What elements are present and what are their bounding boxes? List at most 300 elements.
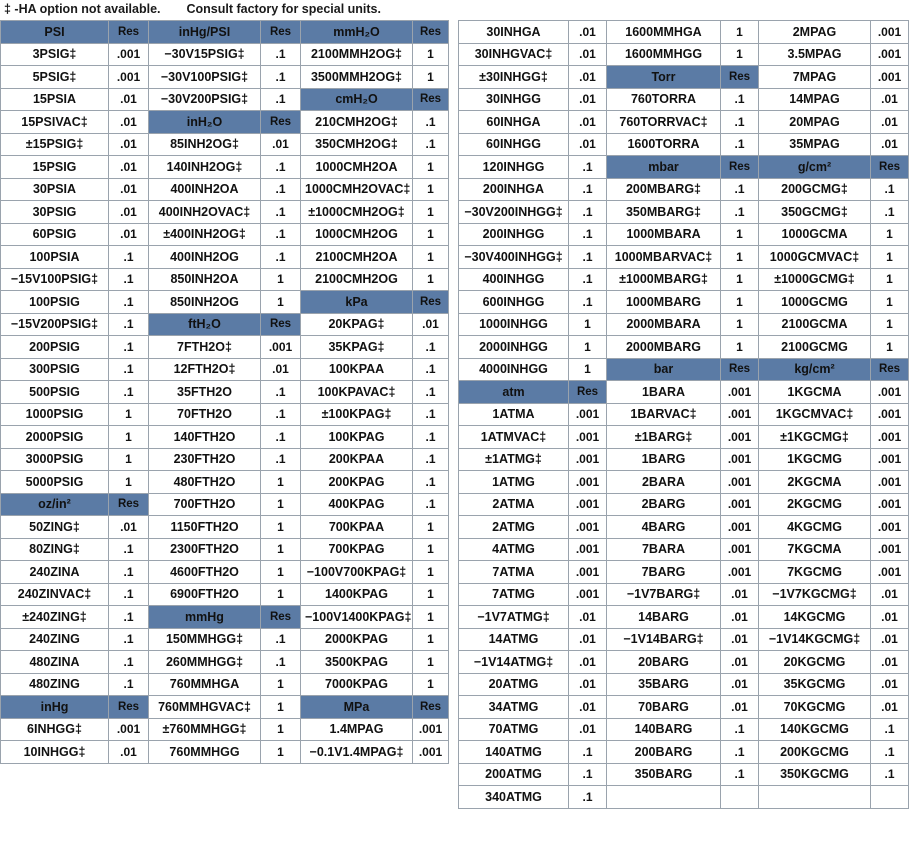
part-number-cell: 2ATMA — [459, 493, 569, 516]
table-row — [1, 426, 449, 449]
part-number-cell: 1000MBARG — [607, 291, 721, 314]
part-number-cell: 1BARG — [607, 448, 721, 471]
resolution-cell: .1 — [109, 606, 149, 629]
resolution-cell: 1 — [569, 313, 607, 336]
part-number-cell: 200MBARG‡ — [607, 178, 721, 201]
part-number-cell: 14BARG — [607, 606, 721, 629]
unit-group-header: g/cm² — [759, 156, 871, 179]
part-number-cell: −1V7BARG‡ — [607, 583, 721, 606]
table-row — [459, 741, 909, 764]
resolution-cell: .01 — [261, 358, 301, 381]
part-number-cell: 60INHGG — [459, 133, 569, 156]
resolution-cell: .1 — [569, 223, 607, 246]
resolution-cell: .1 — [721, 741, 759, 764]
resolution-cell: .1 — [569, 201, 607, 224]
resolution-cell: .001 — [721, 471, 759, 494]
part-number-cell: 12FTH2O‡ — [149, 358, 261, 381]
table-row — [459, 66, 909, 89]
part-number-cell: 700KPAA — [301, 516, 413, 539]
resolution-cell: .1 — [721, 718, 759, 741]
resolution-cell: .01 — [871, 583, 909, 606]
resolution-cell: .1 — [871, 741, 909, 764]
resolution-cell: .1 — [413, 471, 449, 494]
part-number-cell: 140INH2OG‡ — [149, 156, 261, 179]
part-number-cell: 2BARG — [607, 493, 721, 516]
table-row — [459, 156, 909, 179]
table-row — [459, 471, 909, 494]
part-number-cell: ±1KGCMG‡ — [759, 426, 871, 449]
part-number-cell: 1000GCMA — [759, 223, 871, 246]
resolution-header: Res — [721, 358, 759, 381]
part-number-cell: 85INH2OG‡ — [149, 133, 261, 156]
resolution-cell: .01 — [871, 111, 909, 134]
footnote-part2: Consult factory for special units. — [186, 2, 381, 16]
resolution-cell: 1 — [261, 538, 301, 561]
right-table-group — [458, 20, 908, 809]
part-number-cell: 35MPAG — [759, 133, 871, 156]
part-number-cell: 700KPAG — [301, 538, 413, 561]
resolution-cell: 1 — [413, 223, 449, 246]
part-number-cell: 7KGCMG — [759, 561, 871, 584]
resolution-cell: .1 — [261, 88, 301, 111]
resolution-cell: .001 — [871, 471, 909, 494]
resolution-cell: .1 — [261, 651, 301, 674]
resolution-header: Res — [413, 21, 449, 44]
table-row — [1, 43, 449, 66]
table-row — [459, 718, 909, 741]
part-number-cell: 210CMH2OG‡ — [301, 111, 413, 134]
part-number-cell: 2100MMH2OG‡ — [301, 43, 413, 66]
part-number-cell: 3500MMH2OG‡ — [301, 66, 413, 89]
part-number-cell: 20KGCMG — [759, 651, 871, 674]
table-row — [1, 358, 449, 381]
part-number-cell: ±1BARG‡ — [607, 426, 721, 449]
part-number-cell: 760MMHGG — [149, 741, 261, 764]
part-number-cell: 350CMH2OG‡ — [301, 133, 413, 156]
resolution-cell: .1 — [569, 268, 607, 291]
part-number-cell: 1.4MPAG — [301, 718, 413, 741]
resolution-cell: .1 — [871, 178, 909, 201]
table-row — [459, 516, 909, 539]
unit-group-header: inHg/PSI — [149, 21, 261, 44]
part-number-cell: −30V200INHGG‡ — [459, 201, 569, 224]
unit-group-header: Torr — [607, 66, 721, 89]
part-number-cell: 1000PSIG — [1, 403, 109, 426]
table-row — [1, 651, 449, 674]
resolution-cell: .001 — [871, 516, 909, 539]
part-number-cell: 200INHGG — [459, 223, 569, 246]
resolution-cell: .01 — [721, 651, 759, 674]
part-number-cell: 2100CMH2OG — [301, 268, 413, 291]
resolution-header: Res — [261, 313, 301, 336]
part-number-cell: −15V200PSIG‡ — [1, 313, 109, 336]
part-number-cell: 7MPAG — [759, 66, 871, 89]
part-number-cell: 2KGCMA — [759, 471, 871, 494]
resolution-cell: .1 — [109, 651, 149, 674]
resolution-cell: .01 — [109, 156, 149, 179]
resolution-cell: .1 — [109, 628, 149, 651]
table-row — [459, 696, 909, 719]
resolution-cell: .01 — [721, 696, 759, 719]
resolution-cell: .01 — [569, 696, 607, 719]
part-number-cell: 3PSIG‡ — [1, 43, 109, 66]
part-number-cell: 4000INHGG — [459, 358, 569, 381]
resolution-cell: 1 — [261, 471, 301, 494]
resolution-cell: .1 — [109, 313, 149, 336]
table-row — [459, 651, 909, 674]
resolution-header: Res — [109, 21, 149, 44]
table-row — [1, 741, 449, 764]
resolution-cell: 1 — [413, 538, 449, 561]
part-number-cell: 1000CMH2OG — [301, 223, 413, 246]
table-row — [459, 111, 909, 134]
part-number-cell: 350BARG — [607, 763, 721, 786]
part-number-cell: 14MPAG — [759, 88, 871, 111]
left-tables — [0, 20, 449, 764]
resolution-header: Res — [871, 358, 909, 381]
resolution-cell: .1 — [109, 246, 149, 269]
part-number-cell: −100V1400KPAG‡ — [301, 606, 413, 629]
resolution-cell: .1 — [413, 448, 449, 471]
resolution-cell: .1 — [569, 763, 607, 786]
resolution-cell: .1 — [413, 493, 449, 516]
part-number-cell: 7FTH2O‡ — [149, 336, 261, 359]
resolution-cell: .1 — [413, 358, 449, 381]
part-number-cell: 200KGCMG — [759, 741, 871, 764]
resolution-cell: .001 — [721, 516, 759, 539]
resolution-cell: .1 — [569, 786, 607, 809]
part-number-cell: 1KGCMA — [759, 381, 871, 404]
table-row — [459, 786, 909, 809]
resolution-cell: .001 — [871, 538, 909, 561]
resolution-cell: .001 — [569, 538, 607, 561]
footnote-part1: ‡ -HA option not available. — [4, 2, 161, 16]
part-number-cell: 7ATMG — [459, 583, 569, 606]
resolution-cell: .1 — [569, 156, 607, 179]
part-number-cell: 60PSIG — [1, 223, 109, 246]
part-number-cell: 850INH2OA — [149, 268, 261, 291]
table-row — [459, 291, 909, 314]
part-number-cell: 70ATMG — [459, 718, 569, 741]
resolution-cell: .1 — [721, 201, 759, 224]
part-number-cell: 2000PSIG — [1, 426, 109, 449]
part-number-cell: 1600MMHGA — [607, 21, 721, 44]
table-row — [1, 493, 449, 516]
resolution-cell: .001 — [871, 381, 909, 404]
unit-group-header: MPa — [301, 696, 413, 719]
resolution-cell: 1 — [871, 223, 909, 246]
resolution-cell: .1 — [261, 426, 301, 449]
part-number-cell: 200PSIG — [1, 336, 109, 359]
table-row — [1, 583, 449, 606]
part-number-cell: 4ATMG — [459, 538, 569, 561]
resolution-header: Res — [721, 156, 759, 179]
resolution-cell: .01 — [721, 583, 759, 606]
resolution-cell: .001 — [871, 426, 909, 449]
table-row — [1, 628, 449, 651]
unit-group-header: ftH₂O — [149, 313, 261, 336]
resolution-cell: .1 — [109, 268, 149, 291]
resolution-cell: .001 — [721, 538, 759, 561]
part-number-cell: 30INHGG — [459, 88, 569, 111]
resolution-cell: .1 — [261, 223, 301, 246]
part-number-cell: 3000PSIG — [1, 448, 109, 471]
part-number-cell: −1V14ATMG‡ — [459, 651, 569, 674]
resolution-cell: 1 — [721, 268, 759, 291]
part-number-cell: 600INHGG — [459, 291, 569, 314]
part-number-cell: 240ZINA — [1, 561, 109, 584]
resolution-cell: .01 — [871, 673, 909, 696]
part-number-cell: 70KGCMG — [759, 696, 871, 719]
resolution-cell: .1 — [109, 538, 149, 561]
resolution-cell: .01 — [569, 111, 607, 134]
table-row — [459, 268, 909, 291]
resolution-cell: .1 — [261, 43, 301, 66]
resolution-cell: .01 — [109, 201, 149, 224]
part-number-cell: 15PSIA — [1, 88, 109, 111]
resolution-cell: 1 — [413, 651, 449, 674]
table-row — [459, 561, 909, 584]
resolution-cell: .001 — [569, 561, 607, 584]
resolution-cell: .001 — [569, 516, 607, 539]
part-number-cell: 2300FTH2O — [149, 538, 261, 561]
resolution-cell: 1 — [721, 223, 759, 246]
part-number-cell: 1400KPAG — [301, 583, 413, 606]
part-number-cell: 140ATMG — [459, 741, 569, 764]
part-number-cell: 1BARVAC‡ — [607, 403, 721, 426]
table-row — [459, 763, 909, 786]
resolution-cell: 1 — [413, 583, 449, 606]
resolution-cell: 1 — [413, 66, 449, 89]
resolution-cell: 1 — [569, 358, 607, 381]
resolution-cell: .1 — [261, 448, 301, 471]
resolution-cell: .1 — [109, 358, 149, 381]
part-number-cell: 7BARA — [607, 538, 721, 561]
resolution-cell: .001 — [569, 403, 607, 426]
footnote-note — [0, 0, 918, 20]
part-number-cell: ±15PSIG‡ — [1, 133, 109, 156]
part-number-cell: 240ZING — [1, 628, 109, 651]
part-number-cell: 2BARA — [607, 471, 721, 494]
resolution-cell: .001 — [261, 336, 301, 359]
part-number-cell: 200INHGA — [459, 178, 569, 201]
table-row — [459, 538, 909, 561]
part-number-cell: 350MBARG‡ — [607, 201, 721, 224]
part-number-cell: 760TORRVAC‡ — [607, 111, 721, 134]
resolution-cell: .01 — [871, 606, 909, 629]
resolution-cell: .1 — [721, 88, 759, 111]
table-row — [1, 178, 449, 201]
resolution-cell: 1 — [413, 178, 449, 201]
part-number-cell: 5PSIG‡ — [1, 66, 109, 89]
unit-group-header: bar — [607, 358, 721, 381]
resolution-cell: .01 — [871, 628, 909, 651]
resolution-cell: .01 — [871, 133, 909, 156]
part-number-cell: 15PSIVAC‡ — [1, 111, 109, 134]
resolution-cell: 1 — [871, 336, 909, 359]
unit-group-header: cmH₂O — [301, 88, 413, 111]
resolution-cell: .001 — [109, 66, 149, 89]
resolution-cell: .01 — [569, 88, 607, 111]
part-number-cell: 200KPAG — [301, 471, 413, 494]
part-number-cell: 7ATMA — [459, 561, 569, 584]
table-row — [459, 201, 909, 224]
part-number-cell: 14ATMG — [459, 628, 569, 651]
resolution-cell: .001 — [721, 448, 759, 471]
part-number-cell: 5000PSIG — [1, 471, 109, 494]
part-number-cell: 230FTH2O — [149, 448, 261, 471]
resolution-cell: .1 — [261, 201, 301, 224]
part-number-cell: −100V700KPAG‡ — [301, 561, 413, 584]
resolution-cell: .1 — [569, 178, 607, 201]
resolution-cell: .001 — [871, 21, 909, 44]
left-table-group — [0, 20, 448, 764]
resolution-cell: .1 — [109, 673, 149, 696]
resolution-cell: .01 — [569, 21, 607, 44]
table-row — [459, 246, 909, 269]
part-number-cell: 1000MBARVAC‡ — [607, 246, 721, 269]
part-number-cell: 2000KPAG — [301, 628, 413, 651]
table-row — [1, 88, 449, 111]
resolution-cell: .001 — [871, 66, 909, 89]
part-number-cell: 1KGCMVAC‡ — [759, 403, 871, 426]
resolution-cell: .1 — [413, 336, 449, 359]
resolution-cell: .001 — [721, 426, 759, 449]
resolution-cell: .1 — [109, 336, 149, 359]
resolution-cell: 1 — [721, 336, 759, 359]
part-number-cell: 6INHGG‡ — [1, 718, 109, 741]
resolution-cell: .1 — [261, 66, 301, 89]
table-row — [459, 21, 909, 44]
resolution-header: Res — [261, 21, 301, 44]
resolution-cell: 1 — [413, 268, 449, 291]
resolution-cell: .1 — [413, 133, 449, 156]
unit-group-header: mmH₂O — [301, 21, 413, 44]
part-number-cell: 30INHGVAC‡ — [459, 43, 569, 66]
resolution-cell: 1 — [413, 156, 449, 179]
part-number-cell: 480FTH2O — [149, 471, 261, 494]
part-number-cell: 7000KPAG — [301, 673, 413, 696]
resolution-header: Res — [569, 381, 607, 404]
part-number-cell: 1ATMG — [459, 471, 569, 494]
part-number-cell: 2100GCMA — [759, 313, 871, 336]
resolution-cell: .01 — [569, 651, 607, 674]
part-number-cell: 4KGCMG — [759, 516, 871, 539]
part-number-cell: 30INHGA — [459, 21, 569, 44]
part-number-cell: ±400INH2OG‡ — [149, 223, 261, 246]
part-number-cell: 1ATMVAC‡ — [459, 426, 569, 449]
table-row — [1, 21, 449, 44]
part-number-cell: 2ATMG — [459, 516, 569, 539]
resolution-cell: 1 — [109, 471, 149, 494]
resolution-cell: 1 — [413, 606, 449, 629]
table-row — [1, 66, 449, 89]
resolution-cell: .1 — [871, 718, 909, 741]
resolution-cell: 1 — [109, 403, 149, 426]
table-row — [459, 223, 909, 246]
resolution-cell: .1 — [569, 741, 607, 764]
resolution-cell: .01 — [261, 133, 301, 156]
table-row — [459, 583, 909, 606]
part-number-cell: 35BARG — [607, 673, 721, 696]
table-row — [1, 516, 449, 539]
resolution-cell: .1 — [261, 246, 301, 269]
empty-cell — [607, 786, 721, 809]
part-number-cell: 35KPAG‡ — [301, 336, 413, 359]
part-number-cell: 20ATMG — [459, 673, 569, 696]
unit-group-header: PSI — [1, 21, 109, 44]
table-row — [1, 718, 449, 741]
resolution-cell: .1 — [721, 111, 759, 134]
resolution-cell: .01 — [871, 651, 909, 674]
part-number-cell: 70FTH2O — [149, 403, 261, 426]
part-number-cell: 2MPAG — [759, 21, 871, 44]
resolution-header: Res — [413, 291, 449, 314]
table-row — [459, 448, 909, 471]
table-columns-container — [0, 20, 918, 809]
resolution-cell: .001 — [871, 43, 909, 66]
part-number-cell: 35KGCMG — [759, 673, 871, 696]
part-number-cell: ±30INHGG‡ — [459, 66, 569, 89]
resolution-cell: .01 — [109, 178, 149, 201]
resolution-cell: .1 — [721, 178, 759, 201]
resolution-cell: 1 — [261, 516, 301, 539]
part-number-cell: 20BARG — [607, 651, 721, 674]
resolution-header: Res — [109, 493, 149, 516]
part-number-cell: 340ATMG — [459, 786, 569, 809]
resolution-cell: 1 — [261, 268, 301, 291]
part-number-cell: 400KPAG — [301, 493, 413, 516]
table-row — [1, 133, 449, 156]
table-row — [1, 538, 449, 561]
table-row — [459, 493, 909, 516]
unit-group-header: mmHg — [149, 606, 261, 629]
part-number-cell: 4BARG — [607, 516, 721, 539]
table-row — [459, 336, 909, 359]
resolution-cell: .001 — [569, 493, 607, 516]
resolution-cell: .01 — [871, 696, 909, 719]
right-tables — [458, 20, 909, 809]
part-number-cell: 120INHGG — [459, 156, 569, 179]
part-number-cell: 1600TORRA — [607, 133, 721, 156]
table-row — [459, 426, 909, 449]
part-number-cell: 1000GCMVAC‡ — [759, 246, 871, 269]
resolution-cell: 1 — [871, 313, 909, 336]
table-row — [1, 673, 449, 696]
table-row — [459, 673, 909, 696]
resolution-cell: .1 — [721, 763, 759, 786]
resolution-header: Res — [261, 111, 301, 134]
unit-group-header: atm — [459, 381, 569, 404]
table-row — [1, 336, 449, 359]
resolution-cell: .01 — [109, 741, 149, 764]
table-row — [459, 381, 909, 404]
resolution-cell: .01 — [569, 673, 607, 696]
resolution-cell: 1 — [261, 561, 301, 584]
part-number-cell: 200KPAA — [301, 448, 413, 471]
empty-cell — [871, 786, 909, 809]
table-row — [1, 561, 449, 584]
part-number-cell: 3500KPAG — [301, 651, 413, 674]
resolution-cell: .001 — [569, 448, 607, 471]
table-row — [1, 448, 449, 471]
resolution-cell: .001 — [871, 448, 909, 471]
resolution-cell: .1 — [109, 381, 149, 404]
resolution-cell: .001 — [413, 718, 449, 741]
part-number-cell: −30V15PSIG‡ — [149, 43, 261, 66]
part-number-cell: 480ZINA — [1, 651, 109, 674]
resolution-cell: .01 — [569, 133, 607, 156]
